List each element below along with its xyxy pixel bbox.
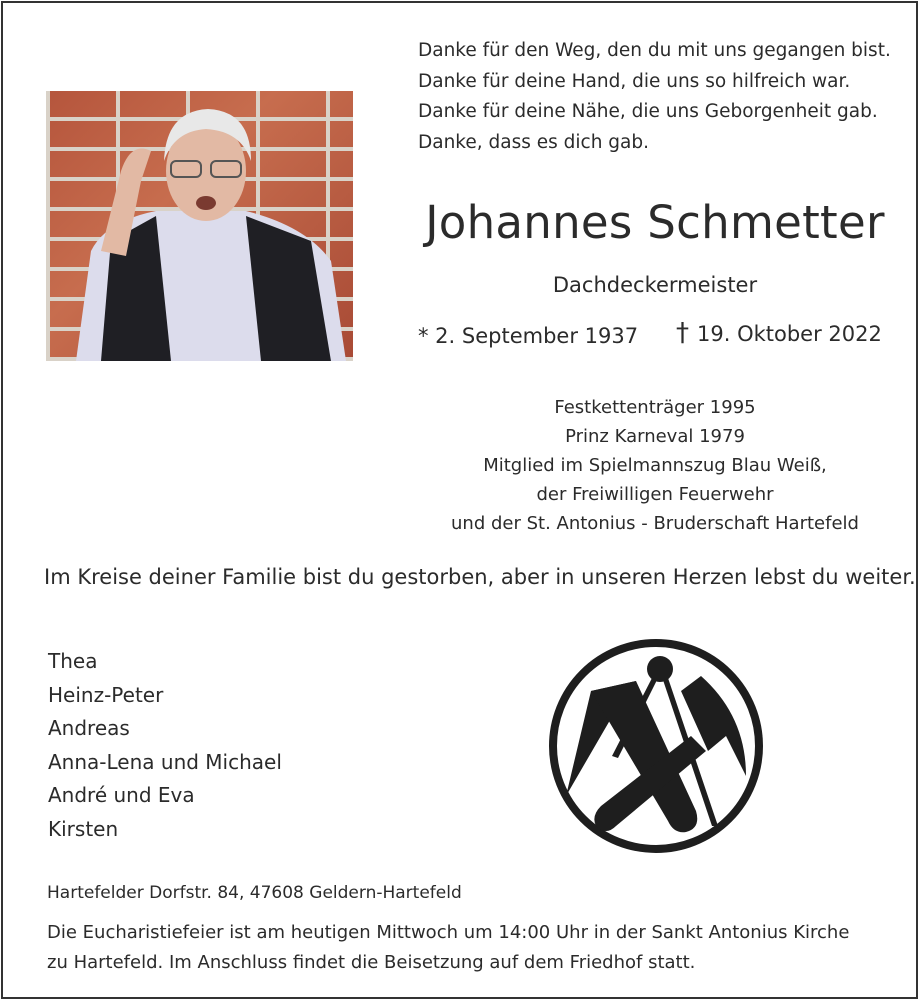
- family-member: Andreas: [48, 716, 130, 741]
- honor-line: Mitglied im Spielmannszug Blau Weiß,: [483, 455, 827, 476]
- family-member: Heinz-Peter: [48, 682, 164, 707]
- portrait-photo: [46, 91, 353, 361]
- cross-icon: †: [676, 318, 689, 348]
- deceased-name: Johannes Schmetter: [425, 196, 885, 249]
- death-date-line: [676, 318, 882, 348]
- roofer-guild-logo: [546, 636, 766, 860]
- honor-line: Prinz Karneval 1979: [565, 426, 745, 447]
- address: Hartefelder Dorfstr. 84, 47608 Geldern-Hartefeld: [47, 883, 462, 903]
- family-member: Kirsten: [48, 816, 119, 841]
- poem-line: Danke für den Weg, den du mit uns gegangen bist.: [418, 40, 891, 61]
- honor-line: und der St. Antonius - Bruderschaft Hartefeld: [451, 513, 859, 534]
- family-member: André und Eva: [48, 783, 195, 808]
- death-date: 19. Oktober 2022: [697, 322, 882, 346]
- profession: Dachdeckermeister: [552, 273, 758, 297]
- honors: [418, 393, 892, 538]
- service-info: [47, 918, 849, 978]
- family-member: Anna-Lena und Michael: [48, 749, 282, 774]
- family-list: [48, 645, 282, 847]
- service-line: Die Eucharistiefeier ist am heutigen Mittwoch um 14:00 Uhr in der Sankt Antonius Kirche: [47, 922, 850, 943]
- poem-line: Danke für deine Hand, die uns so hilfreich war.: [418, 70, 851, 92]
- motto: Im Kreise deiner Familie bist du gestorben, aber in unseren Herzen lebst du weiter.: [44, 565, 916, 589]
- poem: [418, 36, 891, 158]
- honor-line: der Freiwilligen Feuerwehr: [536, 484, 774, 505]
- honor-line: Festkettenträger 1995: [554, 397, 756, 418]
- poem-line: Danke, dass es dich gab.: [418, 131, 650, 153]
- family-member: Thea: [48, 649, 98, 673]
- service-line: zu Hartefeld. Im Anschluss findet die Beisetzung auf dem Friedhof statt.: [47, 952, 696, 973]
- birth-date: * 2. September 1937: [418, 324, 639, 348]
- poem-line: Danke für deine Nähe, die uns Geborgenheit gab.: [418, 101, 878, 122]
